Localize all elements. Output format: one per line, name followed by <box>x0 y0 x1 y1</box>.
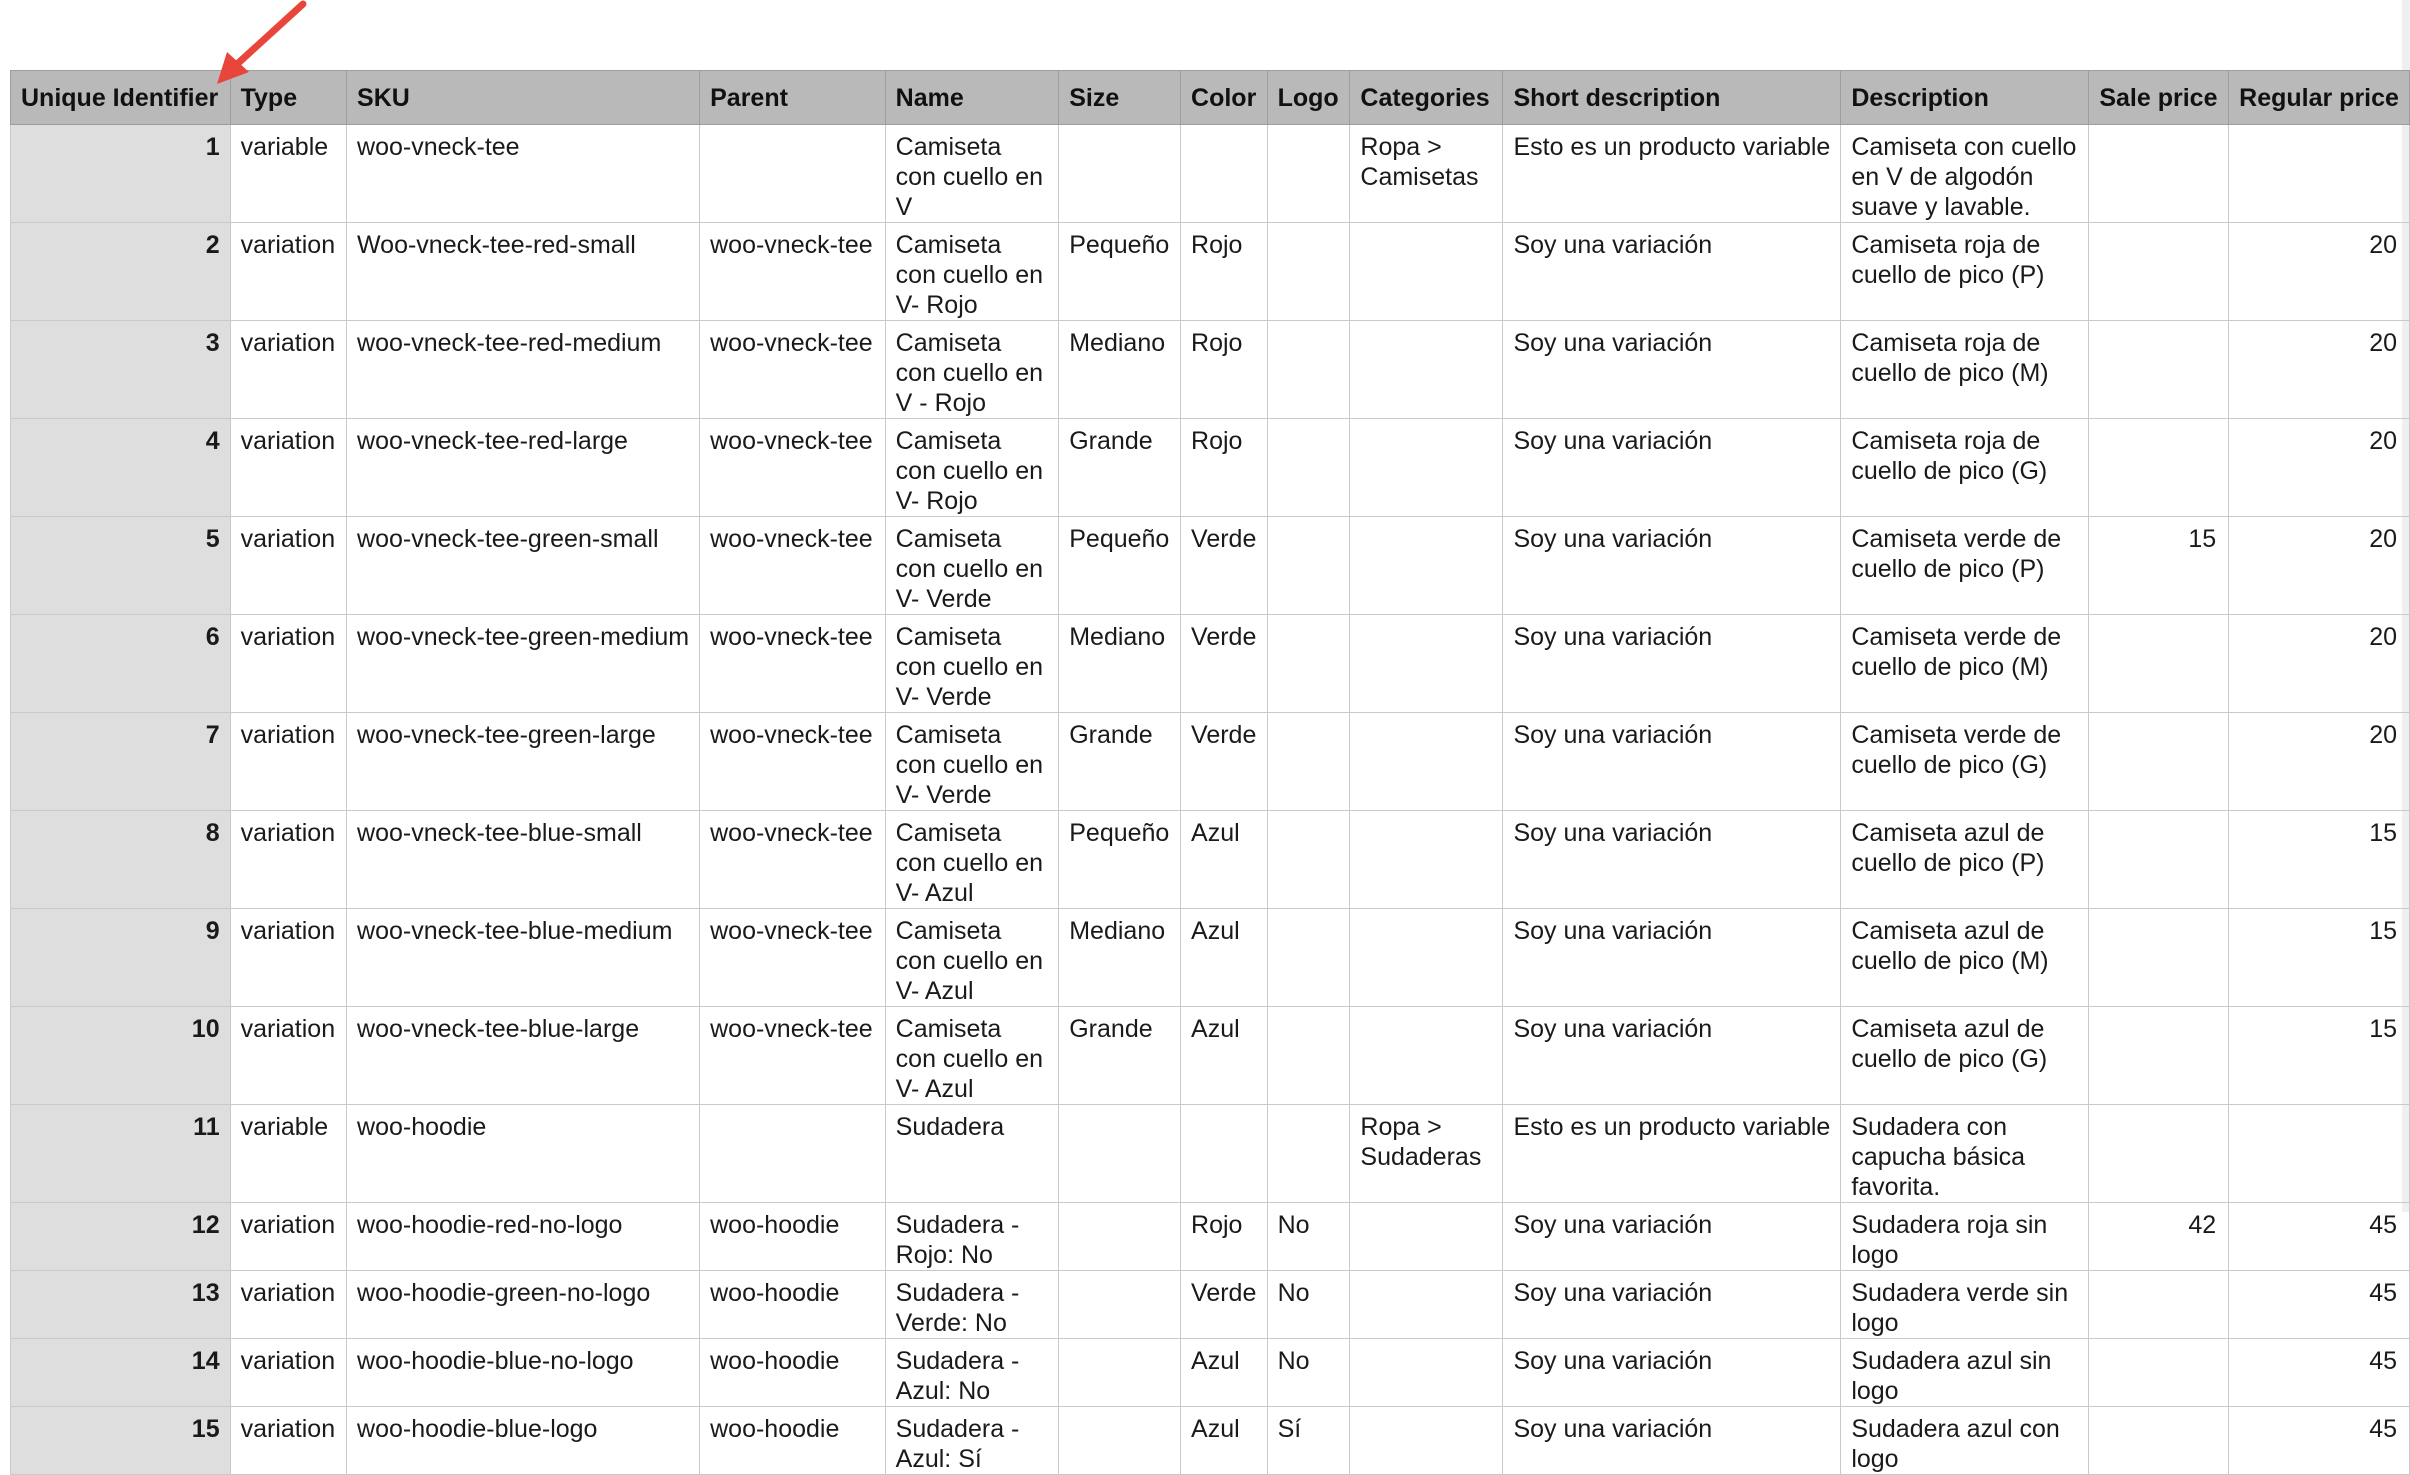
table-row[interactable] <box>11 1105 2410 1203</box>
cell-sale-price[interactable]: 15 <box>2089 517 2229 615</box>
column-header-parent[interactable]: Parent <box>700 71 886 125</box>
cell-unique-identifier[interactable]: 15 <box>11 1407 231 1475</box>
cell-categories[interactable] <box>1350 1339 1503 1407</box>
cell-name[interactable]: Camiseta con cuello en V- Azul <box>885 811 1059 909</box>
cell-categories[interactable]: Ropa > Camisetas <box>1350 125 1503 223</box>
cell-color[interactable]: Verde <box>1181 615 1268 713</box>
column-header-unique-identifier[interactable]: Unique Identifier <box>11 71 231 125</box>
cell-description[interactable]: Camiseta verde de cuello de pico (P) <box>1841 517 2089 615</box>
cell-regular-price[interactable]: 20 <box>2229 419 2410 517</box>
cell-type[interactable]: variation <box>230 419 346 517</box>
cell-name[interactable]: Sudadera - Rojo: No <box>885 1203 1059 1271</box>
cell-parent[interactable]: woo-vneck-tee <box>700 909 886 1007</box>
cell-regular-price[interactable]: 15 <box>2229 1007 2410 1105</box>
cell-short-description[interactable]: Esto es un producto variable <box>1503 1105 1841 1203</box>
table-row[interactable] <box>11 125 2410 223</box>
cell-logo[interactable] <box>1267 713 1350 811</box>
cell-description[interactable]: Camiseta con cuello en V de algodón suave y lavable. <box>1841 125 2089 223</box>
cell-short-description[interactable]: Soy una variación <box>1503 1339 1841 1407</box>
cell-regular-price[interactable]: 15 <box>2229 811 2410 909</box>
column-header-regular-price[interactable]: Regular price <box>2229 71 2410 125</box>
cell-sku[interactable]: woo-vneck-tee-blue-large <box>347 1007 700 1105</box>
cell-categories[interactable] <box>1350 223 1503 321</box>
cell-type[interactable]: variation <box>230 713 346 811</box>
cell-logo[interactable] <box>1267 517 1350 615</box>
cell-categories[interactable] <box>1350 1407 1503 1475</box>
cell-sku[interactable]: woo-hoodie-green-no-logo <box>347 1271 700 1339</box>
cell-short-description[interactable]: Soy una variación <box>1503 909 1841 1007</box>
cell-type[interactable]: variation <box>230 1339 346 1407</box>
cell-sale-price[interactable] <box>2089 321 2229 419</box>
cell-sku[interactable]: woo-vneck-tee-red-large <box>347 419 700 517</box>
cell-type[interactable]: variable <box>230 125 346 223</box>
cell-color[interactable] <box>1181 125 1268 223</box>
cell-name[interactable]: Sudadera <box>885 1105 1059 1203</box>
cell-sale-price[interactable] <box>2089 713 2229 811</box>
cell-sku[interactable]: woo-hoodie-blue-logo <box>347 1407 700 1475</box>
column-header-size[interactable]: Size <box>1059 71 1181 125</box>
cell-regular-price[interactable]: 20 <box>2229 321 2410 419</box>
cell-regular-price[interactable]: 20 <box>2229 713 2410 811</box>
cell-unique-identifier[interactable]: 5 <box>11 517 231 615</box>
cell-size[interactable] <box>1059 125 1181 223</box>
cell-sku[interactable]: woo-vneck-tee-green-large <box>347 713 700 811</box>
cell-logo[interactable] <box>1267 811 1350 909</box>
column-header-categories[interactable]: Categories <box>1350 71 1503 125</box>
cell-sku[interactable]: woo-vneck-tee-green-medium <box>347 615 700 713</box>
cell-unique-identifier[interactable]: 9 <box>11 909 231 1007</box>
cell-parent[interactable]: woo-vneck-tee <box>700 713 886 811</box>
cell-name[interactable]: Camiseta con cuello en V- Verde <box>885 517 1059 615</box>
cell-logo[interactable]: No <box>1267 1339 1350 1407</box>
cell-logo[interactable] <box>1267 1105 1350 1203</box>
cell-unique-identifier[interactable]: 3 <box>11 321 231 419</box>
cell-type[interactable]: variation <box>230 909 346 1007</box>
cell-parent[interactable]: woo-vneck-tee <box>700 517 886 615</box>
cell-sale-price[interactable] <box>2089 1007 2229 1105</box>
cell-color[interactable]: Rojo <box>1181 1203 1268 1271</box>
cell-regular-price[interactable] <box>2229 1105 2410 1203</box>
cell-name[interactable]: Camiseta con cuello en V- Rojo <box>885 223 1059 321</box>
table-row[interactable] <box>11 713 2410 811</box>
cell-regular-price[interactable]: 20 <box>2229 517 2410 615</box>
table-body <box>11 125 2410 1475</box>
cell-regular-price[interactable]: 20 <box>2229 223 2410 321</box>
cell-type[interactable]: variation <box>230 517 346 615</box>
table-row[interactable] <box>11 1339 2410 1407</box>
cell-name[interactable]: Camiseta con cuello en V - Rojo <box>885 321 1059 419</box>
cell-categories[interactable] <box>1350 713 1503 811</box>
cell-parent[interactable] <box>700 125 886 223</box>
cell-short-description[interactable]: Soy una variación <box>1503 1271 1841 1339</box>
cell-color[interactable]: Azul <box>1181 909 1268 1007</box>
cell-short-description[interactable]: Soy una variación <box>1503 1203 1841 1271</box>
column-header-description[interactable]: Description <box>1841 71 2089 125</box>
cell-sale-price[interactable] <box>2089 909 2229 1007</box>
cell-unique-identifier[interactable]: 8 <box>11 811 231 909</box>
cell-categories[interactable] <box>1350 1007 1503 1105</box>
cell-name[interactable]: Camiseta con cuello en V- Azul <box>885 909 1059 1007</box>
cell-unique-identifier[interactable]: 6 <box>11 615 231 713</box>
cell-sale-price[interactable] <box>2089 125 2229 223</box>
cell-logo[interactable]: Sí <box>1267 1407 1350 1475</box>
cell-size[interactable]: Grande <box>1059 1007 1181 1105</box>
cell-sku[interactable]: woo-hoodie-red-no-logo <box>347 1203 700 1271</box>
cell-categories[interactable] <box>1350 321 1503 419</box>
cell-size[interactable]: Pequeño <box>1059 223 1181 321</box>
cell-logo[interactable] <box>1267 419 1350 517</box>
cell-name[interactable]: Sudadera - Azul: Sí <box>885 1407 1059 1475</box>
cell-regular-price[interactable]: 45 <box>2229 1271 2410 1339</box>
table-row[interactable] <box>11 909 2410 1007</box>
cell-short-description[interactable]: Soy una variación <box>1503 419 1841 517</box>
cell-type[interactable]: variation <box>230 1271 346 1339</box>
cell-size[interactable]: Pequeño <box>1059 517 1181 615</box>
cell-unique-identifier[interactable]: 13 <box>11 1271 231 1339</box>
cell-type[interactable]: variation <box>230 223 346 321</box>
spreadsheet-table <box>10 70 2410 1475</box>
cell-short-description[interactable]: Soy una variación <box>1503 321 1841 419</box>
cell-parent[interactable]: woo-vneck-tee <box>700 223 886 321</box>
cell-unique-identifier[interactable]: 7 <box>11 713 231 811</box>
cell-regular-price[interactable]: 20 <box>2229 615 2410 713</box>
cell-parent[interactable]: woo-hoodie <box>700 1339 886 1407</box>
cell-sale-price[interactable] <box>2089 811 2229 909</box>
cell-color[interactable]: Azul <box>1181 1407 1268 1475</box>
cell-regular-price[interactable] <box>2229 125 2410 223</box>
cell-logo[interactable] <box>1267 125 1350 223</box>
cell-size[interactable]: Pequeño <box>1059 811 1181 909</box>
cell-categories[interactable] <box>1350 1271 1503 1339</box>
cell-color[interactable]: Azul <box>1181 1007 1268 1105</box>
cell-size[interactable]: Grande <box>1059 713 1181 811</box>
cell-sku[interactable]: woo-hoodie <box>347 1105 700 1203</box>
cell-color[interactable]: Verde <box>1181 713 1268 811</box>
cell-logo[interactable] <box>1267 1007 1350 1105</box>
table-row[interactable] <box>11 1203 2410 1271</box>
cell-unique-identifier[interactable]: 12 <box>11 1203 231 1271</box>
cell-description[interactable]: Sudadera con capucha básica favorita. <box>1841 1105 2089 1203</box>
table-row[interactable] <box>11 811 2410 909</box>
cell-parent[interactable]: woo-vneck-tee <box>700 321 886 419</box>
cell-categories[interactable] <box>1350 615 1503 713</box>
cell-unique-identifier[interactable]: 1 <box>11 125 231 223</box>
cell-sku[interactable]: woo-hoodie-blue-no-logo <box>347 1339 700 1407</box>
header-row <box>11 71 2410 125</box>
cell-categories[interactable] <box>1350 419 1503 517</box>
cell-regular-price[interactable]: 45 <box>2229 1407 2410 1475</box>
cell-logo[interactable] <box>1267 223 1350 321</box>
cell-short-description[interactable]: Soy una variación <box>1503 811 1841 909</box>
cell-categories[interactable] <box>1350 811 1503 909</box>
cell-description[interactable]: Camiseta roja de cuello de pico (G) <box>1841 419 2089 517</box>
cell-color[interactable]: Rojo <box>1181 223 1268 321</box>
cell-name[interactable]: Camiseta con cuello en V <box>885 125 1059 223</box>
cell-parent[interactable]: woo-hoodie <box>700 1407 886 1475</box>
cell-sku[interactable]: woo-vneck-tee-blue-medium <box>347 909 700 1007</box>
cell-sku[interactable]: woo-vneck-tee-green-small <box>347 517 700 615</box>
cell-type[interactable]: variation <box>230 615 346 713</box>
cell-regular-price[interactable]: 45 <box>2229 1339 2410 1407</box>
cell-unique-identifier[interactable]: 4 <box>11 419 231 517</box>
column-header-sale-price[interactable]: Sale price <box>2089 71 2229 125</box>
cell-description[interactable]: Camiseta azul de cuello de pico (M) <box>1841 909 2089 1007</box>
cell-name[interactable]: Camiseta con cuello en V- Rojo <box>885 419 1059 517</box>
cell-logo[interactable]: No <box>1267 1271 1350 1339</box>
cell-size[interactable] <box>1059 1105 1181 1203</box>
cell-name[interactable]: Camiseta con cuello en V- Verde <box>885 615 1059 713</box>
cell-color[interactable]: Rojo <box>1181 321 1268 419</box>
cell-short-description[interactable]: Soy una variación <box>1503 1007 1841 1105</box>
cell-sku[interactable]: woo-vneck-tee-blue-small <box>347 811 700 909</box>
cell-categories[interactable] <box>1350 1203 1503 1271</box>
cell-unique-identifier[interactable]: 2 <box>11 223 231 321</box>
cell-size[interactable] <box>1059 1203 1181 1271</box>
cell-sale-price[interactable] <box>2089 1407 2229 1475</box>
cell-parent[interactable] <box>700 1105 886 1203</box>
table-row[interactable] <box>11 321 2410 419</box>
table-row[interactable] <box>11 517 2410 615</box>
cell-description[interactable]: Camiseta verde de cuello de pico (M) <box>1841 615 2089 713</box>
cell-sale-price[interactable] <box>2089 1271 2229 1339</box>
cell-type[interactable]: variation <box>230 1007 346 1105</box>
cell-size[interactable]: Grande <box>1059 419 1181 517</box>
table-row[interactable] <box>11 1007 2410 1105</box>
cell-parent[interactable]: woo-vneck-tee <box>700 811 886 909</box>
cell-name[interactable]: Camiseta con cuello en V- Verde <box>885 713 1059 811</box>
cell-size[interactable]: Mediano <box>1059 909 1181 1007</box>
cell-logo[interactable] <box>1267 909 1350 1007</box>
column-header-logo[interactable]: Logo <box>1267 71 1350 125</box>
cell-sale-price[interactable] <box>2089 1105 2229 1203</box>
cell-short-description[interactable]: Esto es un producto variable <box>1503 125 1841 223</box>
cell-name[interactable]: Camiseta con cuello en V- Azul <box>885 1007 1059 1105</box>
cell-parent[interactable]: woo-hoodie <box>700 1203 886 1271</box>
cell-description[interactable]: Camiseta verde de cuello de pico (G) <box>1841 713 2089 811</box>
cell-description[interactable]: Camiseta azul de cuello de pico (G) <box>1841 1007 2089 1105</box>
column-header-color[interactable]: Color <box>1181 71 1268 125</box>
table-row[interactable] <box>11 223 2410 321</box>
table-row[interactable] <box>11 419 2410 517</box>
cell-parent[interactable]: woo-vneck-tee <box>700 1007 886 1105</box>
cell-color[interactable]: Azul <box>1181 811 1268 909</box>
cell-sale-price[interactable] <box>2089 419 2229 517</box>
cell-sale-price[interactable]: 42 <box>2089 1203 2229 1271</box>
cell-sku[interactable]: woo-vneck-tee-red-medium <box>347 321 700 419</box>
cell-type[interactable]: variation <box>230 1203 346 1271</box>
cell-description[interactable]: Camiseta roja de cuello de pico (P) <box>1841 223 2089 321</box>
cell-unique-identifier[interactable]: 10 <box>11 1007 231 1105</box>
cell-description[interactable]: Sudadera azul con logo <box>1841 1407 2089 1475</box>
cell-short-description[interactable]: Soy una variación <box>1503 615 1841 713</box>
cell-color[interactable]: Rojo <box>1181 419 1268 517</box>
cell-description[interactable]: Camiseta roja de cuello de pico (M) <box>1841 321 2089 419</box>
cell-regular-price[interactable]: 15 <box>2229 909 2410 1007</box>
cell-sku[interactable]: woo-vneck-tee <box>347 125 700 223</box>
cell-unique-identifier[interactable]: 14 <box>11 1339 231 1407</box>
cell-sale-price[interactable] <box>2089 1339 2229 1407</box>
cell-categories[interactable]: Ropa > Sudaderas <box>1350 1105 1503 1203</box>
cell-type[interactable]: variation <box>230 811 346 909</box>
cell-type[interactable]: variation <box>230 321 346 419</box>
cell-description[interactable]: Sudadera verde sin logo <box>1841 1271 2089 1339</box>
cell-logo[interactable]: No <box>1267 1203 1350 1271</box>
cell-type[interactable]: variable <box>230 1105 346 1203</box>
cell-parent[interactable]: woo-hoodie <box>700 1271 886 1339</box>
red-arrow-icon <box>205 0 315 100</box>
table-row[interactable] <box>11 615 2410 713</box>
cell-regular-price[interactable]: 45 <box>2229 1203 2410 1271</box>
cell-name[interactable]: Sudadera - Azul: No <box>885 1339 1059 1407</box>
cell-color[interactable] <box>1181 1105 1268 1203</box>
cell-short-description[interactable]: Soy una variación <box>1503 517 1841 615</box>
cell-size[interactable]: Mediano <box>1059 615 1181 713</box>
cell-type[interactable]: variation <box>230 1407 346 1475</box>
cell-unique-identifier[interactable]: 11 <box>11 1105 231 1203</box>
cell-name[interactable]: Sudadera - Verde: No <box>885 1271 1059 1339</box>
cell-description[interactable]: Camiseta azul de cuello de pico (P) <box>1841 811 2089 909</box>
column-header-name[interactable]: Name <box>885 71 1059 125</box>
cell-color[interactable]: Verde <box>1181 1271 1268 1339</box>
column-header-type[interactable]: Type <box>230 71 346 125</box>
column-header-sku[interactable]: SKU <box>347 71 700 125</box>
cell-size[interactable] <box>1059 1339 1181 1407</box>
cell-size[interactable] <box>1059 1407 1181 1475</box>
cell-short-description[interactable]: Soy una variación <box>1503 223 1841 321</box>
cell-short-description[interactable]: Soy una variación <box>1503 1407 1841 1475</box>
cell-size[interactable]: Mediano <box>1059 321 1181 419</box>
cell-logo[interactable] <box>1267 615 1350 713</box>
cell-sale-price[interactable] <box>2089 615 2229 713</box>
column-header-short-description[interactable]: Short description <box>1503 71 1841 125</box>
table-row[interactable] <box>11 1271 2410 1339</box>
cell-short-description[interactable]: Soy una variación <box>1503 713 1841 811</box>
cell-color[interactable]: Azul <box>1181 1339 1268 1407</box>
cell-sku[interactable]: Woo-vneck-tee-red-small <box>347 223 700 321</box>
cell-categories[interactable] <box>1350 909 1503 1007</box>
cell-size[interactable] <box>1059 1271 1181 1339</box>
cell-color[interactable]: Verde <box>1181 517 1268 615</box>
cell-categories[interactable] <box>1350 517 1503 615</box>
table-row[interactable] <box>11 1407 2410 1475</box>
cell-parent[interactable]: woo-vneck-tee <box>700 615 886 713</box>
cell-description[interactable]: Sudadera azul sin logo <box>1841 1339 2089 1407</box>
cell-parent[interactable]: woo-vneck-tee <box>700 419 886 517</box>
cell-sale-price[interactable] <box>2089 223 2229 321</box>
cell-logo[interactable] <box>1267 321 1350 419</box>
cell-description[interactable]: Sudadera roja sin logo <box>1841 1203 2089 1271</box>
